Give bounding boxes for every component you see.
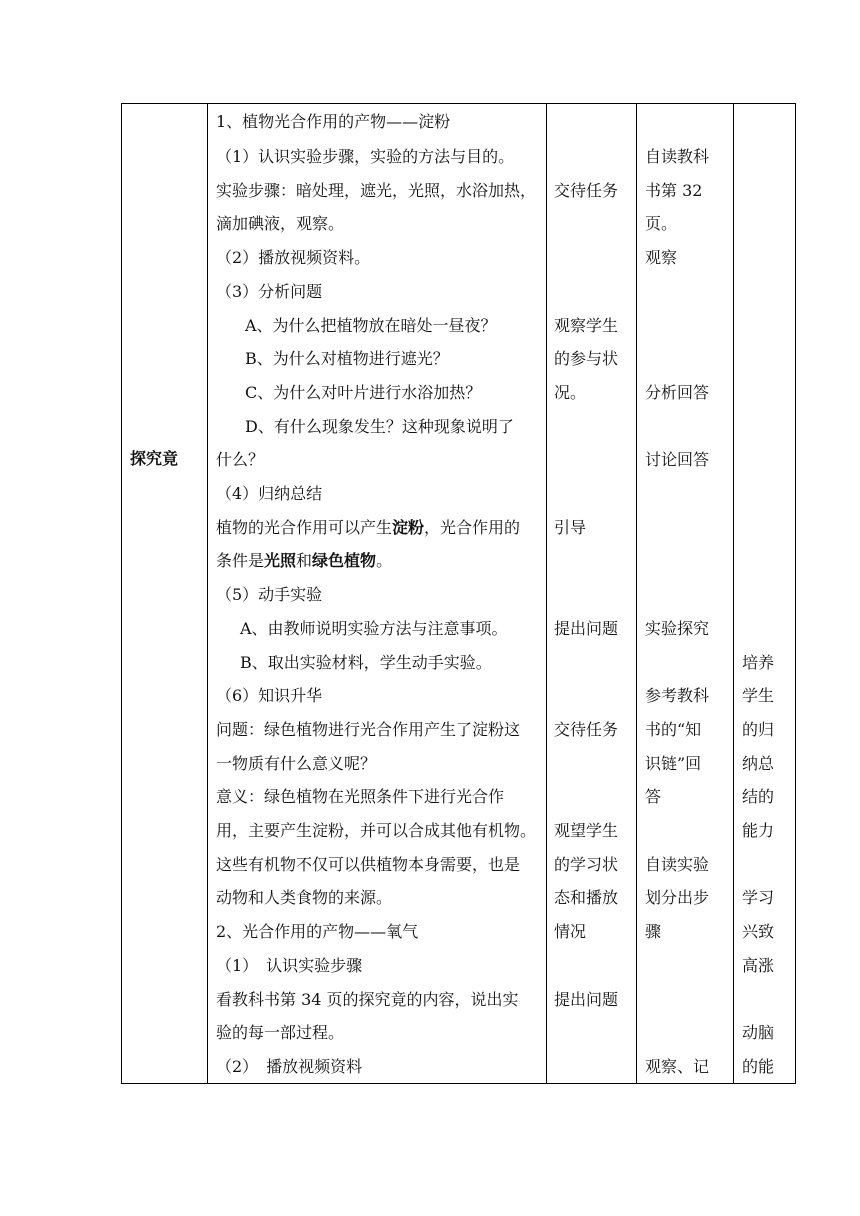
highlight-starch: 淀粉: [392, 518, 425, 537]
content-line: 一物质有什么意义呢？: [216, 754, 377, 773]
content-line: 动物和人类食物的来源。: [216, 888, 393, 907]
table-border-right: [795, 103, 796, 1084]
teacher-line: 的参与状: [554, 349, 619, 368]
content-line: （6）知识升华: [216, 686, 323, 705]
purpose-line: 学生: [742, 686, 775, 705]
content-line: C、为什么对叶片进行水浴加热？: [245, 383, 482, 402]
purpose-line: 的能: [742, 1057, 775, 1076]
teacher-line: 况。: [554, 383, 587, 402]
purpose-line: 动脑: [742, 1023, 775, 1042]
content-line: 意义：绿色植物在光照条件下进行光合作: [216, 787, 505, 806]
purpose-line: 的归: [742, 720, 775, 739]
student-line: 骤: [645, 922, 662, 941]
purpose-line: 高涨: [742, 956, 775, 975]
content-line: （2） 播放视频资料: [216, 1057, 363, 1076]
purpose-line: 培养: [742, 653, 775, 672]
student-line: 页。: [645, 214, 678, 233]
content-line: B、取出实验材料，学生动手实验。: [240, 653, 492, 672]
content-cell: [208, 103, 546, 1084]
student-line: 参考教科: [645, 686, 710, 705]
student-line: 实验探究: [645, 619, 710, 638]
teacher-line: 提出问题: [554, 619, 619, 638]
content-line: 实验步骤：暗处理，遮光，光照，水浴加热，: [216, 181, 537, 200]
student-line: 讨论回答: [645, 450, 710, 469]
section-cell: [122, 103, 207, 1084]
section-label: 探究竟: [130, 449, 179, 468]
content-line: 这些有机物不仅可以供植物本身需要，也是: [216, 855, 521, 874]
purpose-line: 结的: [742, 787, 775, 806]
teacher-line: 观望学生: [554, 821, 619, 840]
purpose-cell: [734, 103, 795, 1084]
content-line: 条件是光照和绿色植物。: [216, 551, 393, 570]
content-line: （2）播放视频资料。: [216, 248, 371, 267]
content-line: D、有什么现象发生？这种现象说明了: [245, 417, 514, 436]
teacher-line: 情况: [554, 922, 587, 941]
student-line: 观察、记: [645, 1057, 710, 1076]
content-line: （3）分析问题: [216, 282, 323, 301]
content-line: 用，主要产生淀粉，并可以合成其他有机物。: [216, 821, 537, 840]
highlight-light: 光照: [264, 551, 297, 570]
purpose-line: 兴致: [742, 922, 775, 941]
content-line: （1） 认识实验步骤: [216, 956, 363, 975]
student-line: 书第 32: [645, 181, 703, 200]
highlight-green-plant: 绿色植物: [312, 551, 377, 570]
content-line: 2、光合作用的产物——氧气: [216, 922, 419, 941]
content-line: （4）归纳总结: [216, 484, 323, 503]
student-line: 书的“知: [645, 720, 702, 739]
content-line: 看教科书第 34 页的探究竟的内容，说出实: [216, 990, 519, 1009]
purpose-line: 学习: [742, 888, 775, 907]
student-line: 分析回答: [645, 383, 710, 402]
teacher-line: 交待任务: [554, 181, 619, 200]
teacher-line: 引导: [554, 518, 587, 537]
student-line: 识链”回: [645, 754, 702, 773]
purpose-line: 能力: [742, 821, 775, 840]
content-line: A、由教师说明实验方法与注意事项。: [240, 619, 508, 638]
content-line: 1、植物光合作用的产物——淀粉: [216, 112, 451, 131]
teacher-line: 的学习状: [554, 855, 619, 874]
content-line: （1）认识实验步骤，实验的方法与目的。: [216, 147, 515, 166]
content-line: B、为什么对植物进行遮光？: [245, 349, 449, 368]
content-line: 问题：绿色植物进行光合作用产生了淀粉这: [216, 720, 521, 739]
content-line: （5）动手实验: [216, 585, 323, 604]
purpose-line: 纳总: [742, 754, 775, 773]
teacher-activity-cell: [547, 103, 636, 1084]
student-line: 划分出步: [645, 888, 710, 907]
content-line: 滴加碘液，观察。: [216, 214, 345, 233]
student-line: 答: [645, 787, 662, 806]
content-line: A、为什么把植物放在暗处一昼夜？: [245, 316, 497, 335]
teacher-line: 观察学生: [554, 316, 619, 335]
content-line: 植物的光合作用可以产生淀粉，光合作用的: [216, 518, 521, 537]
student-line: 观察: [645, 248, 678, 267]
student-line: 自读实验: [645, 855, 710, 874]
student-line: 自读教科: [645, 147, 710, 166]
teacher-line: 交待任务: [554, 720, 619, 739]
student-activity-cell: [637, 103, 733, 1084]
content-line: 验的每一部过程。: [216, 1023, 345, 1042]
teacher-line: 提出问题: [554, 990, 619, 1009]
content-line: 什么？: [216, 450, 265, 469]
teacher-line: 态和播放: [554, 888, 619, 907]
